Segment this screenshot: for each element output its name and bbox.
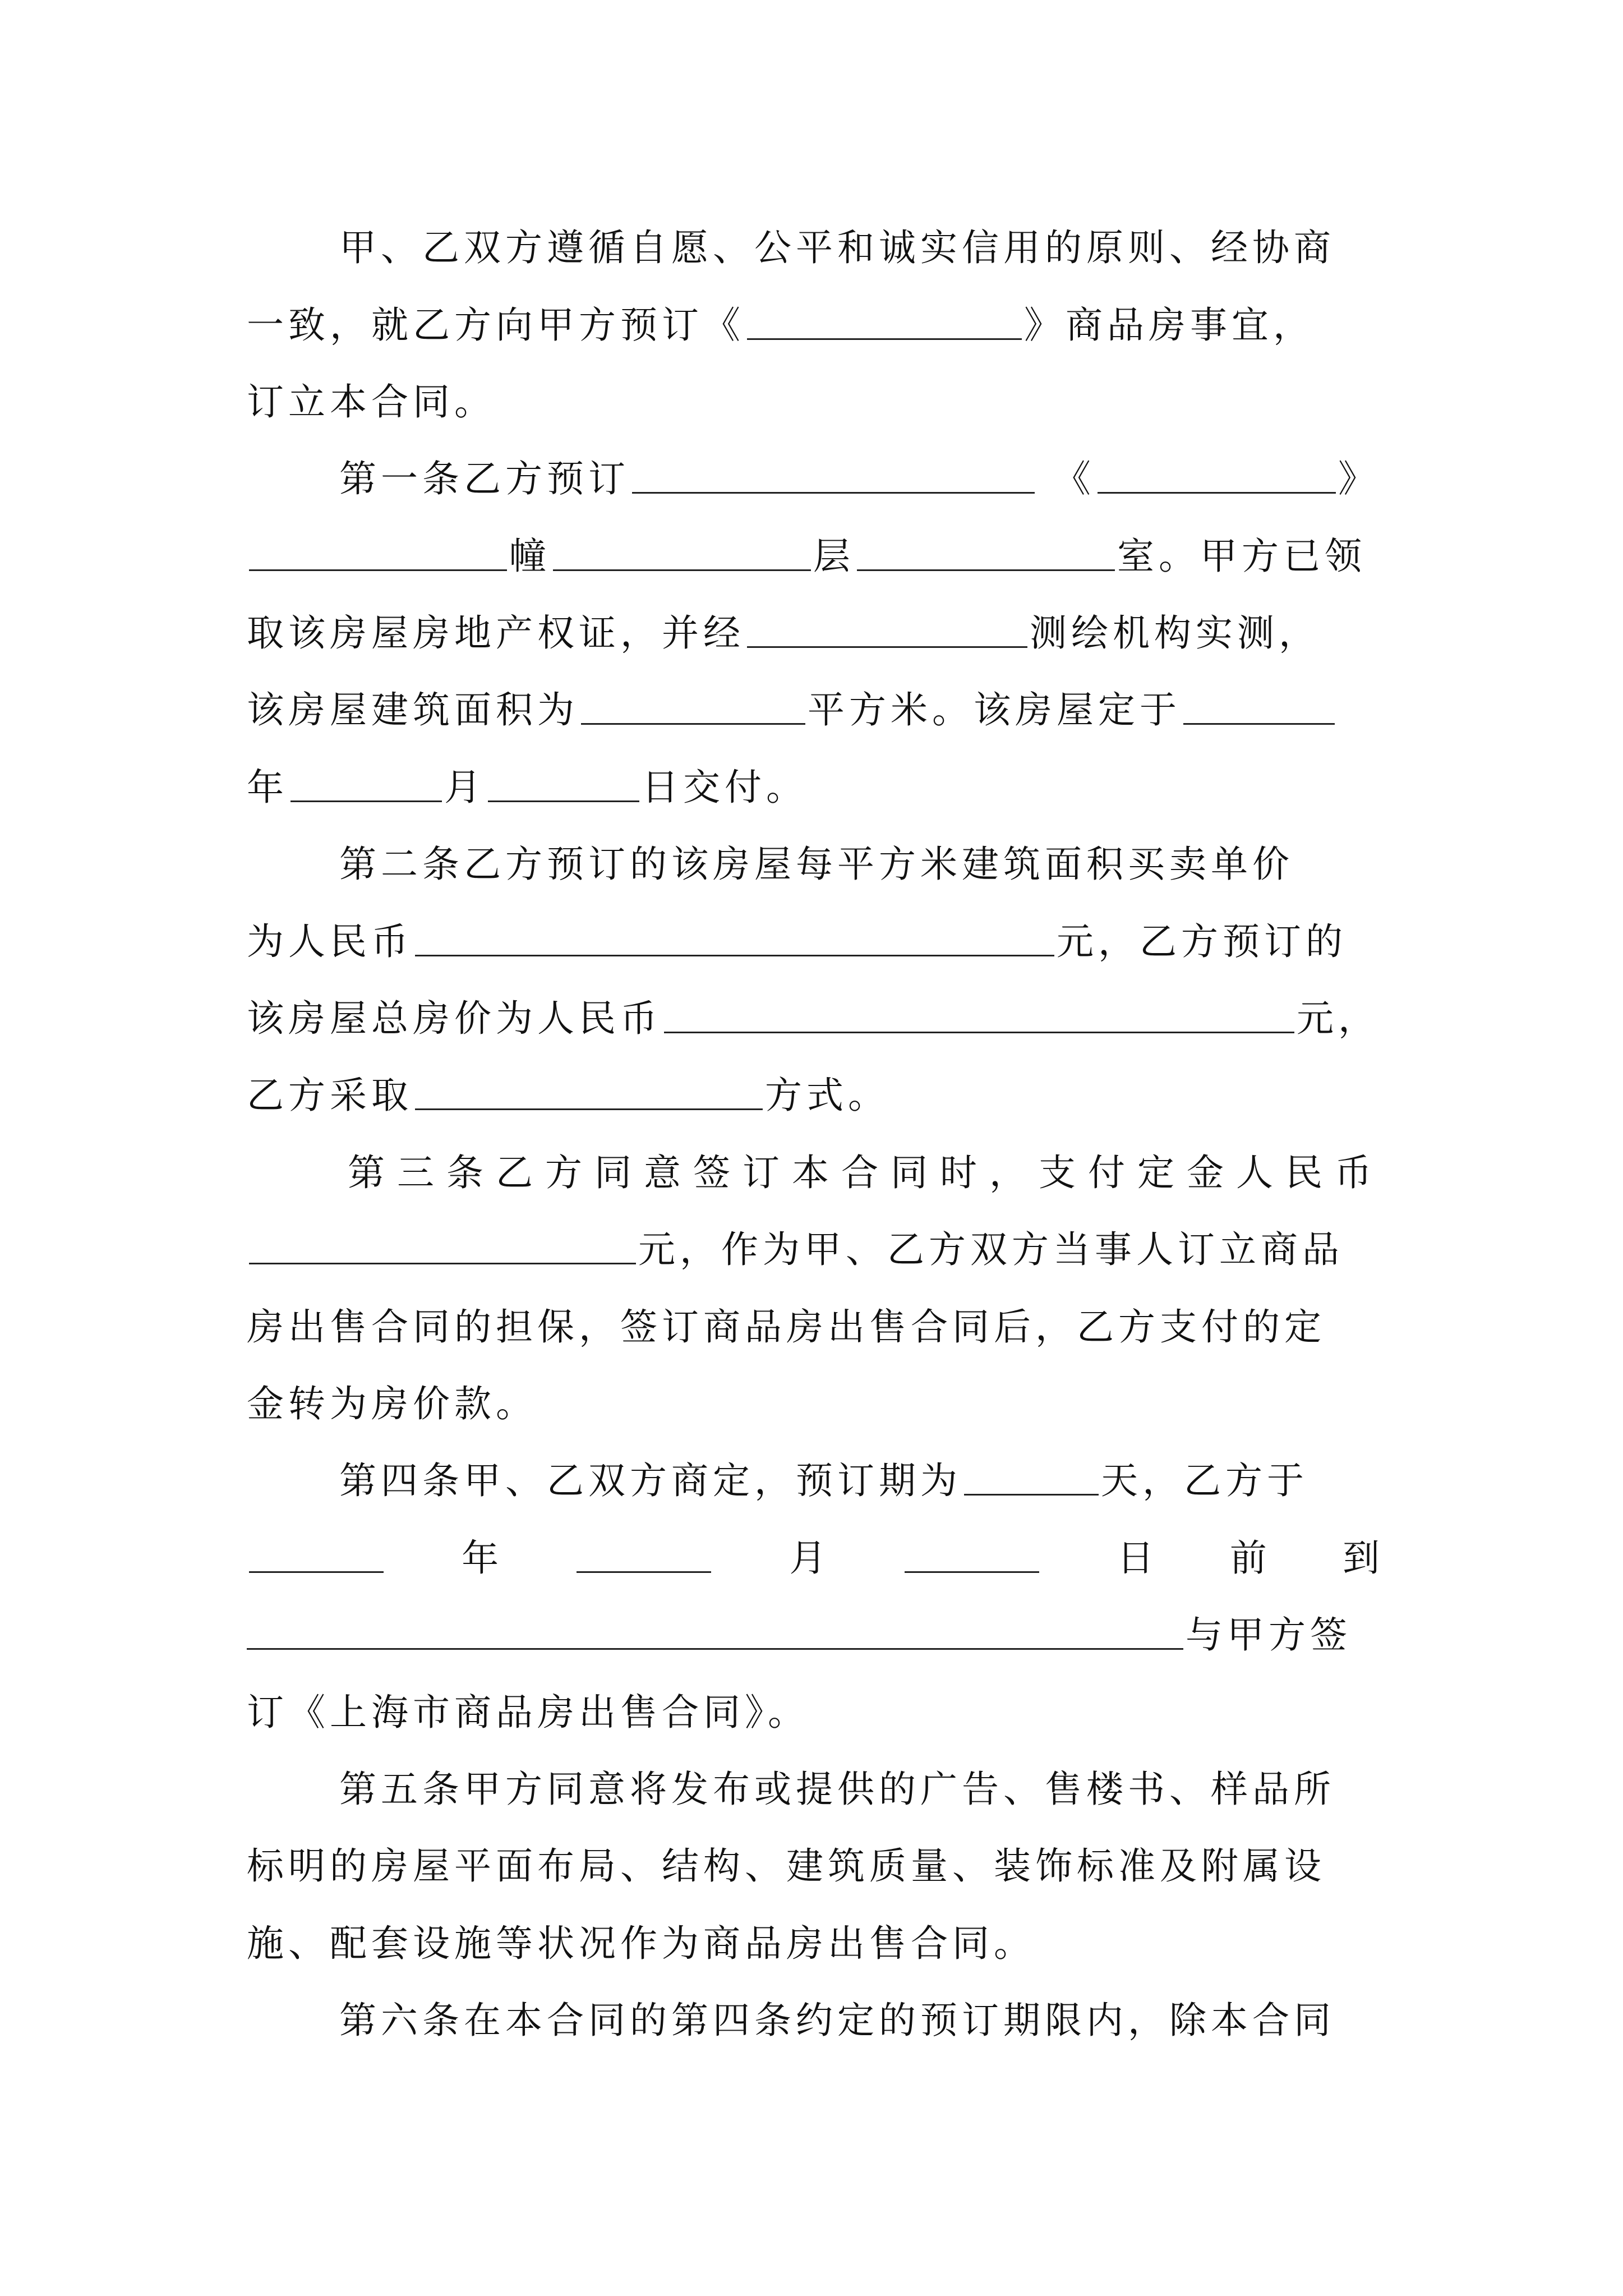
art3-line-2	[247, 1215, 1380, 1277]
art4-line-2	[247, 1524, 1380, 1585]
intro-text-1: 甲、乙双方遵循自愿、公平和诚实信用的原则、经协商	[339, 226, 1335, 269]
intro-text-2a: 一致，就乙方向甲方预订《	[247, 303, 745, 347]
reservation-days-blank[interactable]	[964, 1459, 1099, 1496]
art1-text-2b: 层	[813, 534, 855, 578]
intro-line-1	[339, 213, 1380, 275]
art3-text-1: 第三条乙方同意签订本合同时，支付定金人民币	[348, 1151, 1384, 1194]
art1-text-1b: 《	[1053, 457, 1095, 500]
art1-line-2	[247, 522, 1380, 583]
art3-text-3: 房出售合同的担保，签订商品房出售合同后，乙方支付的定	[247, 1305, 1326, 1349]
delivery-day-blank[interactable]	[488, 766, 639, 802]
art5-line-3	[247, 1909, 1380, 1971]
art4-text-1a: 第四条甲、乙双方商定，预订期为	[339, 1458, 962, 1502]
art1-text-5b: 月	[444, 765, 486, 809]
art4-text-2a: 年	[462, 1536, 499, 1580]
art3-text-2: 元，作为甲、乙方双方当事人订立商品	[638, 1227, 1344, 1271]
art3-line-3	[247, 1292, 1380, 1354]
art1-text-5c: 日交付。	[642, 765, 808, 809]
delivery-year-blank[interactable]	[1183, 688, 1335, 725]
intro-text-2b: 》商品房事宜，	[1024, 303, 1315, 347]
art1-text-3a: 取该房屋房地产权证，并经	[247, 611, 745, 655]
art2-text-1: 第二条乙方预订的该房屋每平方米建筑面积买卖单价	[339, 842, 1294, 886]
art2-text-2b: 元，乙方预订的	[1057, 919, 1347, 963]
art1-text-4b: 平方米。该房屋定于	[808, 688, 1181, 731]
intro-line-2	[247, 291, 1380, 352]
unit-price-blank[interactable]	[415, 920, 1054, 956]
art2-text-4a: 乙方采取	[247, 1073, 413, 1117]
art1-text-2a: 幢	[509, 534, 551, 578]
art4-text-3: 与甲方签	[1186, 1613, 1352, 1657]
art1-line-4	[247, 675, 1380, 737]
art1-text-3b: 测绘机构实测，	[1030, 611, 1320, 655]
art1-line-1	[339, 444, 1380, 506]
area-blank[interactable]	[581, 688, 805, 725]
art6-text-1: 第六条在本合同的第四条约定的预订期限内，除本合同	[339, 1998, 1335, 2042]
art1-line-5	[247, 753, 1380, 815]
art2-text-3b: 元，	[1297, 996, 1380, 1040]
sign-month-blank[interactable]	[577, 1536, 711, 1573]
building-number-blank[interactable]	[249, 535, 507, 571]
art1-text-2c: 室。甲方已领	[1117, 534, 1366, 578]
sign-year-blank[interactable]	[249, 1536, 384, 1573]
art3-line-4	[247, 1369, 1380, 1431]
art4-text-2c: 日	[1117, 1536, 1154, 1580]
project-name-blank[interactable]	[747, 303, 1022, 340]
art4-line-3	[247, 1600, 1380, 1662]
art1-line-3	[247, 599, 1380, 660]
art4-text-4: 订《上海市商品房出售合同》。	[247, 1690, 809, 1734]
room-blank[interactable]	[857, 535, 1115, 571]
art2-text-3a: 该房屋总房价为人民币	[247, 996, 662, 1040]
art2-line-1	[339, 830, 1380, 891]
art2-line-3	[247, 984, 1380, 1046]
art5-text-2: 标明的房屋平面布局、结构、建筑质量、装饰标准及附属设	[247, 1844, 1326, 1888]
art5-text-3: 施、配套设施等状况作为商品房出售合同。	[247, 1921, 1035, 1965]
art4-text-2b: 月	[789, 1536, 827, 1580]
art6-line-1	[339, 1986, 1380, 2047]
art2-line-2	[247, 907, 1380, 969]
art2-text-4b: 方式。	[765, 1073, 889, 1117]
delivery-month-blank[interactable]	[291, 766, 442, 802]
intro-line-3	[247, 367, 1380, 429]
art1-text-1a: 第一条乙方预订	[339, 457, 630, 500]
art4-text-2d: 前	[1229, 1536, 1267, 1580]
art2-text-2a: 为人民币	[247, 919, 413, 963]
deposit-amount-blank[interactable]	[249, 1228, 636, 1264]
art4-text-1b: 天，乙方于	[1101, 1458, 1308, 1502]
art3-text-4: 金转为房价款。	[247, 1382, 537, 1425]
survey-agency-blank[interactable]	[747, 611, 1027, 648]
total-price-blank[interactable]	[664, 997, 1294, 1033]
art5-text-1: 第五条甲方同意将发布或提供的广告、售楼书、样品所	[339, 1767, 1335, 1811]
art4-text-2e: 到	[1342, 1536, 1380, 1580]
art1-text-4a: 该房屋建筑面积为	[247, 688, 579, 731]
art1-text-5a: 年	[247, 765, 288, 809]
signing-location-blank[interactable]	[247, 1613, 1183, 1650]
intro-text-3: 订立本合同。	[247, 380, 496, 424]
address-blank[interactable]	[632, 457, 1035, 494]
art4-line-4	[247, 1678, 1380, 1740]
art5-line-2	[247, 1832, 1380, 1893]
art3-line-1	[348, 1138, 1384, 1200]
art1-text-1c: 》	[1338, 457, 1380, 500]
floor-blank[interactable]	[553, 535, 811, 571]
art5-line-1	[339, 1755, 1380, 1816]
payment-method-blank[interactable]	[415, 1074, 763, 1110]
building-name-blank[interactable]	[1098, 457, 1336, 494]
art2-line-4	[247, 1061, 1380, 1122]
sign-day-blank[interactable]	[905, 1536, 1039, 1573]
art4-line-1	[339, 1446, 1380, 1508]
